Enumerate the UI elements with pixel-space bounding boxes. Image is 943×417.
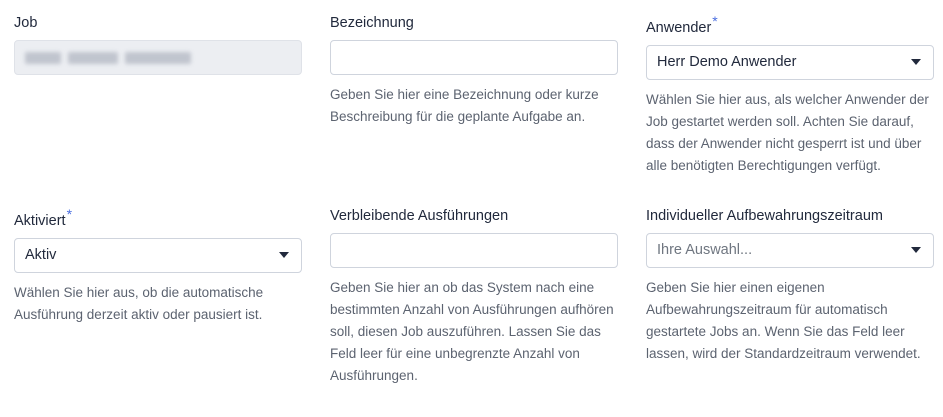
chevron-down-icon: [911, 59, 921, 65]
label-job-text: Job: [14, 15, 38, 31]
redacted-block-2: [68, 52, 118, 64]
label-verbleibende-ausfuehrungen-text: Verbleibende Ausführungen: [330, 207, 509, 224]
required-marker-aktiviert: *: [66, 205, 73, 222]
help-bezeichnung: Geben Sie hier eine Bezeichnung oder kurze Beschreibung für die geplante Aufgabe an.: [330, 87, 599, 124]
label-anwender: [646, 14, 934, 37]
anwender-select-value: Herr Demo Anwender: [657, 54, 797, 71]
form-row-2: [14, 203, 929, 387]
help-aufbewahrungszeitraum: Geben Sie hier einen eigenen Aufbewahrungszeitraum für automatisch gestartete Jobs an. Wenn Sie das Feld leer lassen, wird der Standardzeitraum verwendet.: [646, 279, 921, 361]
anwender-select[interactable]: [646, 45, 934, 80]
aufbewahrungszeitraum-select-value: Ihre Auswahl...: [657, 242, 753, 259]
label-anwender-text: Anwender: [646, 19, 712, 36]
redacted-block-1: [25, 52, 61, 64]
label-aufbewahrungszeitraum-text: Individueller Aufbewahrungszeitraum: [646, 207, 883, 224]
field-group-anwender: [646, 10, 934, 177]
field-group-aktiviert: [14, 203, 302, 326]
chevron-down-icon: [911, 247, 921, 253]
required-marker-anwender: *: [712, 13, 718, 29]
label-aktiviert-text: Aktiviert: [14, 212, 66, 229]
help-anwender: Wählen Sie hier aus, als welcher Anwender der Job gestartet werden soll. Achten Sie darauf, dass der Anwender nicht gesperrt ist und über alle benötigten Berechtigungen verfügt.: [646, 91, 929, 173]
label-aufbewahrungszeitraum: [646, 207, 934, 225]
label-verbleibende-ausfuehrungen: [330, 207, 618, 225]
aktiviert-select[interactable]: [14, 238, 302, 273]
field-group-bezeichnung: [330, 10, 618, 128]
chevron-down-icon: [279, 252, 289, 258]
bezeichnung-input[interactable]: [330, 40, 618, 75]
label-job: [14, 14, 302, 32]
redacted-block-3: [125, 52, 191, 64]
aktiviert-select-value: Aktiv: [25, 247, 57, 264]
label-aktiviert: [14, 207, 302, 230]
form-row-1: [14, 10, 929, 177]
verbleibende-ausfuehrungen-input[interactable]: [330, 233, 618, 268]
field-group-verbleibende-ausfuehrungen: [330, 203, 618, 387]
field-group-aufbewahrungszeitraum: [646, 203, 934, 365]
job-readonly-value: [14, 40, 302, 75]
aufbewahrungszeitraum-select[interactable]: [646, 233, 934, 268]
label-bezeichnung: [330, 14, 618, 32]
field-group-job: [14, 10, 302, 75]
help-aktiviert: Wählen Sie hier aus, ob die automatische Ausführung derzeit aktiv oder pausiert ist.: [14, 284, 264, 322]
help-verbleibende-ausfuehrungen: Geben Sie hier an ob das System nach eine bestimmten Anzahl von Ausführungen aufhören soll, diesen Job auszuführen. Lassen Sie das Feld leer für eine unbegrenzte Anzahl von Ausführungen.: [330, 279, 614, 383]
label-bezeichnung-text: Bezeichnung: [330, 15, 414, 31]
